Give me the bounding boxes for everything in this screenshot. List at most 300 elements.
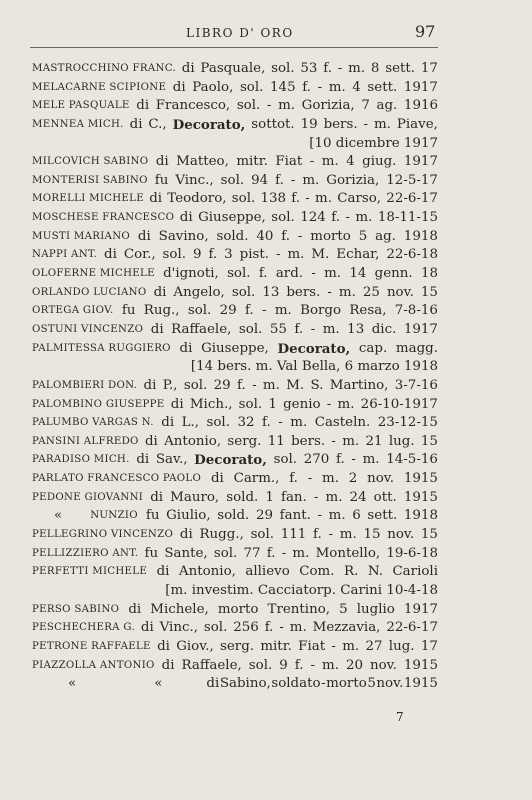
entry-word: m.: [328, 79, 346, 95]
entry-word: f.: [323, 61, 332, 76]
entry-word: di: [104, 247, 117, 263]
entry-word: sett.: [367, 508, 398, 524]
entry-word: -: [326, 396, 332, 412]
entry-word: f.: [208, 247, 218, 263]
entry-row: [32, 545, 438, 564]
entry-word: di: [128, 601, 142, 617]
entry-name: PELLIZZIERO ANT.: [32, 547, 139, 559]
entry-name: MOSCHESE FRANCESCO: [32, 212, 175, 224]
entry-word: Cor.,: [123, 247, 156, 263]
entry-word: di: [179, 210, 193, 226]
entry-word: 21: [365, 433, 383, 449]
entry-word: Resa,: [349, 303, 387, 319]
entry-word: Com.: [299, 564, 335, 580]
entry-word: Antonio,: [178, 564, 236, 580]
entry-word: f.: [313, 527, 322, 543]
entry-word: nov.: [367, 471, 395, 487]
entry-word: 8: [370, 61, 380, 76]
entry-name: MUSTI MARIANO: [32, 230, 131, 242]
entry-word: f.: [262, 415, 271, 431]
entry-word: P.,: [162, 377, 178, 393]
entry-name: PESCHECHERA G.: [32, 622, 135, 634]
entry-word: 27: [365, 638, 383, 654]
entry-row: [32, 321, 438, 340]
entry-word: 17: [420, 61, 438, 76]
decorated-mark: Decorato,: [194, 452, 267, 469]
entry-word: sol.: [239, 79, 264, 95]
entry-word: lug.: [388, 638, 415, 654]
entry-word: sol.: [227, 266, 251, 282]
entry-word: 1: [265, 489, 274, 505]
entry-name: MASTROCCHINO FRANC.: [32, 63, 176, 74]
entry-word: 23-12-15: [377, 415, 438, 431]
entry-word: 77: [243, 545, 261, 561]
continuation-text: [10 dicembre 1917: [309, 135, 438, 151]
entry-row: [32, 489, 438, 508]
entry-word: Matteo,: [176, 154, 229, 170]
entry-word: -: [331, 433, 336, 449]
entry-word: Sante,: [164, 545, 208, 561]
ditto-mark: «: [68, 676, 77, 692]
entry-word: sol.: [203, 620, 228, 636]
entry-word: dic.: [371, 321, 397, 337]
entry-word: 29: [255, 508, 273, 524]
entry-word: m.: [290, 415, 308, 431]
entry-word: sol.: [271, 210, 295, 226]
entry-word: Antonio,: [164, 433, 222, 449]
entry-word: f.: [258, 266, 268, 282]
entry-word: -: [252, 377, 257, 393]
entry-row: [32, 284, 438, 303]
entry-word: 138: [260, 191, 287, 207]
entry-word: sol.: [271, 61, 295, 76]
entry-word: Casteln.: [314, 415, 371, 431]
entry-name: PERSO SABINO: [32, 603, 120, 615]
entry-row: [32, 79, 438, 98]
entry-word: magg.: [395, 340, 438, 356]
entry-word: f.: [331, 210, 340, 226]
entry-word: 25: [362, 284, 380, 300]
entry-row: [32, 470, 438, 489]
entry-word: Carso,: [337, 191, 382, 207]
entry-row: [32, 116, 438, 135]
entry-word: sol.: [238, 321, 263, 337]
entry-name: ORTEGA GIOV.: [32, 305, 114, 317]
entry-word: ag.: [376, 98, 398, 114]
entry-word: m.: [274, 303, 292, 319]
entry-word: 24: [349, 489, 367, 505]
entry-word: di: [144, 433, 158, 449]
entry-word: Pasquale,: [200, 61, 266, 76]
entry-word: -: [337, 61, 343, 76]
entry-word: soldato: [271, 676, 321, 692]
entry-word: m.: [325, 489, 343, 505]
entry-word: sol.: [238, 396, 263, 412]
entry-word: -: [309, 154, 315, 170]
entry-word: -: [310, 321, 316, 337]
entry-name: PANSINI ALFREDO: [32, 435, 139, 447]
entry-word: sol.: [250, 527, 275, 543]
entry-word: 1917: [403, 154, 438, 170]
entry-word: 22-6-18: [386, 247, 438, 263]
entry-word: di: [140, 620, 154, 636]
entry-word: m.: [355, 210, 373, 226]
entry-word: 20: [345, 657, 363, 673]
entry-word: sold.: [217, 508, 250, 524]
ditto-mark: «: [154, 676, 163, 692]
entry-word: sol.: [231, 284, 256, 300]
entry-word: 94: [251, 172, 269, 188]
entry-word: -: [275, 247, 281, 263]
entry-word: -: [313, 489, 319, 505]
entry-word: 145: [270, 79, 296, 95]
entry-word: sol.: [187, 303, 212, 319]
entry-word: di: [156, 564, 170, 580]
entry-word: Savino,: [158, 228, 209, 244]
entry-word: sol.: [220, 172, 245, 188]
entry-word: m.: [322, 471, 340, 487]
entry-word: 6: [352, 508, 361, 524]
entry-word: m.: [289, 620, 307, 636]
entry-word: -: [321, 676, 326, 692]
entry-word: fu: [121, 303, 136, 319]
entry-name: NUNZIO: [90, 510, 138, 522]
entry-name: PIAZZOLLA ANTONIO: [32, 659, 155, 671]
entry-word: ott.: [373, 489, 397, 505]
entry-word: m.: [315, 191, 332, 207]
entry-word: -: [290, 172, 296, 188]
entry-word: sol.: [273, 452, 298, 468]
entry-word: Martino,: [329, 377, 389, 393]
entry-row: [32, 601, 438, 620]
entry-word: 1915: [403, 471, 438, 487]
entry-word: Trentino,: [267, 601, 331, 617]
entry-word: Carm.,: [233, 471, 280, 487]
entry-word: f.: [294, 657, 304, 673]
entry-word: di: [150, 489, 164, 505]
entry-word: sold.: [226, 489, 259, 505]
entry-word: genio: [283, 396, 321, 412]
entry-continuation: [32, 358, 438, 377]
entry-word: Giov.,: [176, 638, 214, 654]
entry-word: di: [143, 377, 157, 393]
entry-word: Vinc.,: [175, 172, 214, 188]
entry-word: 22-6-17: [386, 191, 438, 207]
entry-word: Michele,: [150, 601, 209, 617]
entry-name: PALOMBINO GIUSEPPE: [32, 398, 165, 410]
entry-word: sol.: [213, 545, 238, 561]
entry-word: f.: [335, 452, 345, 468]
entry-word: fant.: [279, 508, 311, 524]
entry-word: morto: [326, 676, 367, 692]
entry-word: 15: [420, 284, 438, 300]
entry-word: di: [153, 284, 167, 300]
entry-name: PALUMBO VARGAS N.: [32, 417, 154, 429]
entry-word: sol.: [183, 377, 208, 393]
entry-word: 1915: [403, 676, 438, 692]
entry-word: 3-7-16: [394, 377, 438, 393]
entry-word: serg.: [220, 638, 255, 654]
entry-name: MONTERISI SABINO: [32, 174, 148, 186]
entry-word: 40: [256, 228, 274, 244]
entry-word: morto: [217, 601, 259, 617]
entry-word: sol.: [162, 247, 187, 263]
entry-word: sold.: [216, 228, 249, 244]
entry-word: 1917: [403, 79, 438, 95]
entry-word: 19-6-18: [386, 545, 438, 561]
entry-word: 5: [358, 228, 368, 244]
entry-word: 11: [267, 433, 285, 449]
entry-word: f.: [237, 377, 246, 393]
entry-word: di: [149, 191, 163, 207]
entry-row: [32, 190, 438, 209]
entry-word: ard.: [275, 266, 304, 282]
entry-word: f.: [294, 321, 304, 337]
entry-word: -: [262, 303, 267, 319]
entry-row: [32, 377, 438, 396]
entry-continuation: [32, 135, 438, 154]
entry-word: Gorizia,: [326, 172, 380, 188]
entry-name: PELLEGRINO VINCENZO: [32, 529, 174, 541]
entry-name: MENNEA MICH.: [32, 118, 124, 130]
entry-word: 4: [346, 154, 355, 170]
entry-word: 270: [303, 452, 330, 468]
entry-word: -: [279, 620, 284, 636]
entry-word: m.: [321, 154, 339, 170]
entry-word: m.: [262, 377, 280, 393]
entry-word: -: [327, 284, 332, 300]
entry-word: -: [281, 545, 287, 561]
entry-word: 29: [213, 377, 231, 393]
decorated-mark: Decorato,: [277, 340, 351, 357]
entry-word: m.: [348, 61, 366, 76]
entry-name: PETRONE RAFFAELE: [32, 640, 151, 652]
entry-word: m.: [342, 638, 360, 654]
entry-word: nov.: [386, 284, 414, 300]
entry-word: 32: [237, 415, 255, 431]
entry-word: m.: [324, 266, 342, 282]
entry-word: m.: [322, 657, 339, 673]
entry-word: -: [363, 116, 369, 132]
entry-details: [146, 507, 438, 526]
entry-row: [32, 246, 438, 265]
entry-row: [32, 433, 438, 452]
entry-word: di: [181, 61, 195, 76]
entry-word: fu: [154, 172, 169, 188]
entry-word: 111: [280, 527, 307, 543]
entry-word: di: [161, 415, 175, 431]
entry-word: sol.: [248, 657, 273, 673]
signature-mark: 7: [396, 710, 404, 724]
entry-word: 1916: [403, 98, 438, 114]
entry-word: 5: [367, 676, 376, 692]
entry-word: mitr.: [260, 638, 292, 654]
entry-name: OSTUNI VINCENZO: [32, 323, 144, 335]
entry-word: Mauro,: [170, 489, 220, 505]
entry-word: 18: [420, 266, 438, 282]
entry-word: 15: [363, 527, 381, 543]
entry-word: 29: [219, 303, 237, 319]
entry-word: 9: [279, 657, 288, 673]
entry-word: 5: [339, 601, 348, 617]
entry-row: [32, 638, 438, 657]
entry-word: nov.: [376, 676, 404, 692]
entry-row: [32, 340, 438, 359]
entry-row: [32, 526, 438, 545]
entry-word: Raffaele,: [171, 321, 232, 337]
entry-word: 124: [300, 210, 326, 226]
entry-row: [32, 153, 438, 172]
entry-word: L.,: [181, 415, 200, 431]
entry-word: morto: [310, 228, 351, 244]
entry-name: NAPPI ANT.: [32, 249, 98, 261]
entry-word: di: [136, 98, 150, 114]
entry-word: fu: [144, 545, 159, 561]
entry-word: N.: [367, 564, 383, 580]
entry-word: sol.: [231, 191, 256, 207]
entry-word: Giuseppe,: [198, 210, 266, 226]
entry-name: MORELLI MICHELE: [32, 193, 144, 205]
entry-word: R.: [344, 564, 359, 580]
entry-word: sett.: [367, 79, 398, 95]
entry-row: [32, 265, 438, 284]
ditto-mark: «: [54, 508, 63, 524]
entry-word: 55: [269, 321, 287, 337]
running-title: LIBRO D' ORO: [186, 26, 294, 40]
entry-word: Giuseppe,: [201, 340, 269, 356]
entry-name: MELACARNE SCIPIONE: [32, 81, 167, 93]
entry-word: -: [305, 191, 310, 207]
entry-word: 14: [349, 266, 367, 282]
entry-word: 53: [300, 61, 318, 76]
entry-word: giug.: [362, 154, 397, 170]
entry-word: mitr.: [236, 154, 268, 170]
entry-word: Sav.,: [155, 452, 188, 468]
entry-word: 256: [233, 620, 259, 636]
entry-word: d'ignoti,: [163, 266, 219, 282]
entry-word: m.: [278, 98, 296, 114]
entry-word: 15: [420, 527, 438, 543]
entry-word: m.: [328, 508, 346, 524]
entry-word: sol.: [236, 98, 261, 114]
entry-word: 15: [420, 433, 438, 449]
entry-word: bers.: [323, 116, 358, 132]
entry-word: Rug.,: [143, 303, 180, 319]
entry-word: lug.: [388, 433, 415, 449]
entry-word: 1918: [403, 508, 438, 524]
entry-word: nov.: [369, 657, 397, 673]
entry-word: di: [206, 676, 220, 692]
entry-continuation: [32, 582, 438, 601]
entry-word: S.: [310, 377, 324, 393]
header-rule: [30, 47, 438, 48]
entry-word: 13: [262, 284, 280, 300]
entry-row: [32, 619, 438, 638]
entry-word: 1: [268, 396, 277, 412]
entry-word: m.: [292, 545, 310, 561]
entry-word: M.: [286, 377, 305, 393]
entry-word: sottot.: [251, 116, 295, 132]
entry-word: -: [331, 638, 336, 654]
entry-word: 18-11-15: [377, 210, 438, 226]
entry-word: Mezzavia,: [312, 620, 381, 636]
entry-word: bers.: [286, 284, 321, 300]
entry-word: fu: [145, 508, 160, 524]
entry-word: Carioli: [392, 564, 438, 580]
entry-word: 26-10-1917: [360, 396, 438, 412]
entry-word: f.: [291, 191, 301, 207]
entry-word: Giulio,: [166, 508, 211, 524]
entry-row: [32, 563, 438, 582]
entry-word: di: [157, 638, 170, 654]
entry-word: sett.: [385, 61, 416, 76]
entry-word: Borgo: [300, 303, 342, 319]
entry-name: MILCOVICH SABINO: [32, 156, 149, 168]
entry-word: 17: [420, 638, 438, 654]
entry-row: [32, 414, 438, 433]
entry-word: di: [155, 154, 169, 170]
entry-row: [32, 172, 438, 191]
entry-word: fan.: [280, 489, 307, 505]
entry-word: bers.: [291, 433, 326, 449]
entry-name: PEDONE GIOVANNI: [32, 491, 144, 503]
entry-word: f.: [302, 79, 311, 95]
continuation-text: [m. investim. Cacciatorp. Carini 10-4-18: [165, 582, 438, 598]
entry-row: [32, 451, 438, 470]
entry-word: Mich.,: [189, 396, 233, 412]
entry-name: PALMITESSA RUGGIERO: [32, 342, 171, 354]
entry-word: 14-5-16: [386, 452, 438, 468]
entry-row: [32, 97, 438, 116]
entry-word: f.: [289, 471, 298, 487]
entry-word: 1918: [403, 228, 438, 244]
entry-name: PARLATO FRANCESCO PAOLO: [32, 473, 202, 485]
entry-word: 1915: [403, 489, 438, 505]
entry-word: m.: [339, 527, 357, 543]
entry-row: [32, 302, 438, 321]
entry-word: pist.: [239, 247, 270, 263]
entry-word: f.: [264, 620, 274, 636]
entry-word: Francesco,: [155, 98, 231, 114]
entry-word: -: [345, 210, 350, 226]
entry-word: nov.: [387, 527, 415, 543]
entry-word: Gorizia,: [301, 98, 355, 114]
entry-word: Echar,: [336, 247, 380, 263]
entry-word: cap.: [358, 340, 388, 356]
entry-word: sol.: [206, 415, 230, 431]
entry-row: [32, 60, 438, 79]
entry-row: [32, 209, 438, 228]
entry-word: f.: [281, 228, 291, 244]
entry-word: m.: [362, 452, 380, 468]
continuation-text: [14 bers. m. Val Bella, 6 marzo 1918: [190, 359, 438, 375]
entry-word: -: [317, 79, 323, 95]
entry-word: di: [161, 657, 175, 673]
entry-word: -: [328, 527, 334, 543]
entry-word: di: [137, 228, 151, 244]
entry-word: -: [266, 98, 272, 114]
decorated-mark: Decorato,: [172, 116, 246, 133]
entry-row: [32, 657, 438, 676]
entry-word: m.: [373, 116, 391, 132]
entry-word: Sabino,: [219, 676, 271, 692]
entry-word: Angelo,: [173, 284, 225, 300]
entry-word: m.: [337, 396, 355, 412]
entry-details: [206, 675, 438, 694]
entry-word: m.: [322, 321, 340, 337]
entry-word: 1917: [403, 321, 438, 337]
entry-word: serg.: [227, 433, 262, 449]
